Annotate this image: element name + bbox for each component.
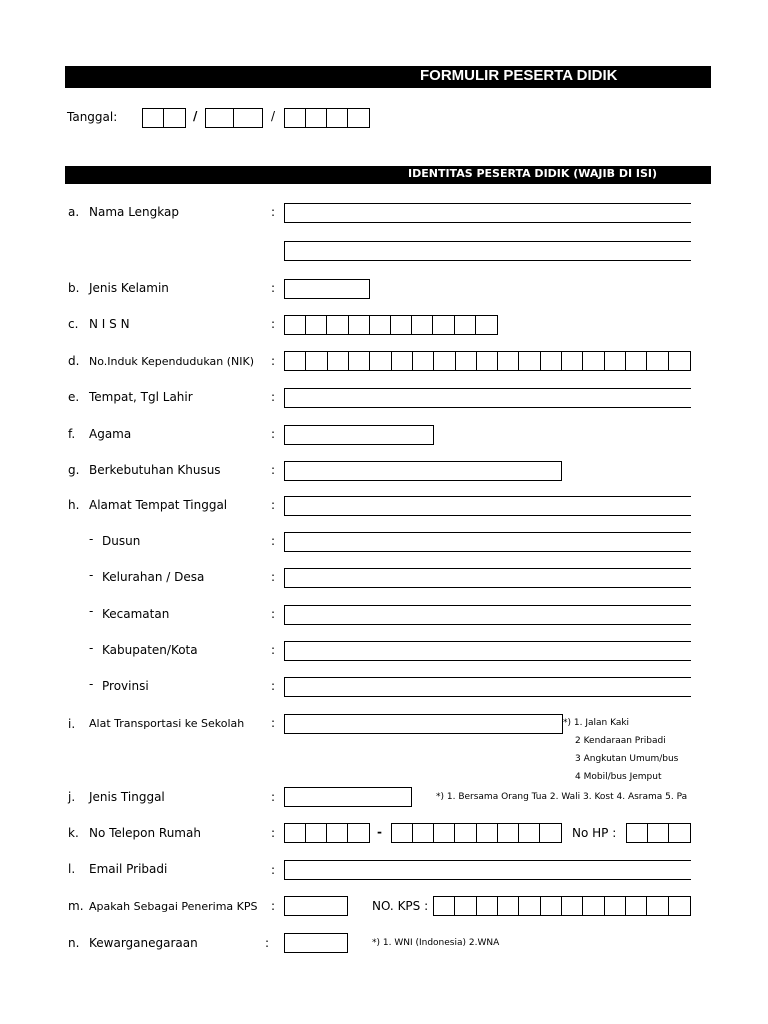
provinsi-label: Provinsi [102,679,149,693]
field-letter: h. [68,498,80,512]
field-letter: d. [68,354,80,368]
telepon-kode-area-input[interactable] [284,823,370,843]
field-letter: a. [68,205,80,219]
no-kps-label: NO. KPS : [372,899,429,913]
tempat-tgl-lahir-input[interactable] [284,388,691,408]
colon: : [271,899,276,913]
kelurahan-label: Kelurahan / Desa [102,570,205,584]
kecamatan-input[interactable] [284,605,691,625]
colon: : [271,205,276,219]
kps-label: Apakah Sebagai Penerima KPS [89,900,258,913]
dash: - [89,532,94,546]
form-title: FORMULIR PESERTA DIDIK [420,67,618,84]
nama-lengkap-input[interactable] [284,203,691,223]
field-letter: k. [68,826,79,840]
nik-input[interactable] [284,351,691,371]
kelurahan-input[interactable] [284,568,691,588]
date-year-input[interactable] [284,108,370,128]
kewarganegaraan-label: Kewarganegaraan [89,936,198,950]
provinsi-input[interactable] [284,677,691,697]
field-letter: b. [68,281,80,295]
colon: : [271,643,276,657]
date-separator: / [193,109,198,123]
transport-note: 4 Mobil/bus Jemput [575,772,662,782]
colon: : [271,317,276,331]
field-letter: j. [68,790,76,804]
colon: : [265,936,270,950]
field-letter: g. [68,463,80,477]
jenis-kelamin-label: Jenis Kelamin [89,281,169,295]
section-title: IDENTITAS PESERTA DIDIK (WAJIB DI ISI) [408,167,658,180]
telepon-dash: - [377,825,382,839]
jenis-tinggal-note: *) 1. Bersama Orang Tua 2. Wali 3. Kost 4. Asrama 5. Pa [436,792,688,802]
tempat-tgl-lahir-label: Tempat, Tgl Lahir [89,390,193,404]
no-hp-label: No HP : [572,826,617,840]
colon: : [271,716,276,730]
date-day-input[interactable] [142,108,186,128]
colon: : [271,826,276,840]
kps-input[interactable] [284,896,348,916]
email-label: Email Pribadi [89,862,168,876]
berkebutuhan-khusus-input[interactable] [284,461,562,481]
berkebutuhan-khusus-label: Berkebutuhan Khusus [89,463,221,477]
field-letter: m. [68,899,84,913]
colon: : [271,463,276,477]
colon: : [271,281,276,295]
nisn-label: N I S N [89,317,130,331]
colon: : [271,498,276,512]
jenis-tinggal-input[interactable] [284,787,412,807]
field-letter: e. [68,390,80,404]
no-kps-input[interactable] [433,896,691,916]
field-letter: c. [68,317,79,331]
telepon-nomor-input[interactable] [391,823,562,843]
dash: - [89,604,94,618]
alat-transportasi-input[interactable] [284,714,563,734]
colon: : [271,354,276,368]
kewarganegaraan-input[interactable] [284,933,348,953]
dusun-label: Dusun [102,534,141,548]
date-separator: / [271,109,276,123]
colon: : [271,534,276,548]
agama-label: Agama [89,427,132,441]
colon: : [271,570,276,584]
colon: : [271,679,276,693]
form-title-bar [65,66,711,88]
nama-lengkap-input-line2[interactable] [284,241,691,261]
field-letter: n. [68,936,80,950]
field-letter: f. [68,427,76,441]
jenis-kelamin-input[interactable] [284,279,370,299]
section-title-bar [65,166,711,184]
kabupaten-label: Kabupaten/Kota [102,643,198,657]
dusun-input[interactable] [284,532,691,552]
alamat-label: Alamat Tempat Tinggal [89,498,228,512]
alat-transportasi-label: Alat Transportasi ke Sekolah [89,717,245,730]
colon: : [271,427,276,441]
field-letter: l. [68,862,76,876]
colon: : [271,607,276,621]
dash: - [89,677,94,691]
kabupaten-input[interactable] [284,641,691,661]
jenis-tinggal-label: Jenis Tinggal [89,790,165,804]
no-hp-input[interactable] [626,823,691,843]
email-input[interactable] [284,860,691,880]
colon: : [271,863,276,877]
nik-label: No.Induk Kependudukan (NIK) [89,355,255,368]
kewarganegaraan-note: *) 1. WNI (Indonesia) 2.WNA [372,938,500,948]
transport-note: 2 Kendaraan Pribadi [575,736,666,746]
alamat-input[interactable] [284,496,691,516]
telepon-rumah-label: No Telepon Rumah [89,826,201,840]
transport-note: *) 1. Jalan Kaki [563,718,630,728]
dash: - [89,641,94,655]
dash: - [89,568,94,582]
date-label: Tanggal: [67,110,118,124]
nisn-input[interactable] [284,315,498,335]
agama-input[interactable] [284,425,434,445]
colon: : [271,790,276,804]
nama-lengkap-label: Nama Lengkap [89,205,179,219]
date-month-input[interactable] [205,108,263,128]
kecamatan-label: Kecamatan [102,607,170,621]
transport-note: 3 Angkutan Umum/bus [575,754,679,764]
colon: : [271,390,276,404]
field-letter: i. [68,717,76,731]
